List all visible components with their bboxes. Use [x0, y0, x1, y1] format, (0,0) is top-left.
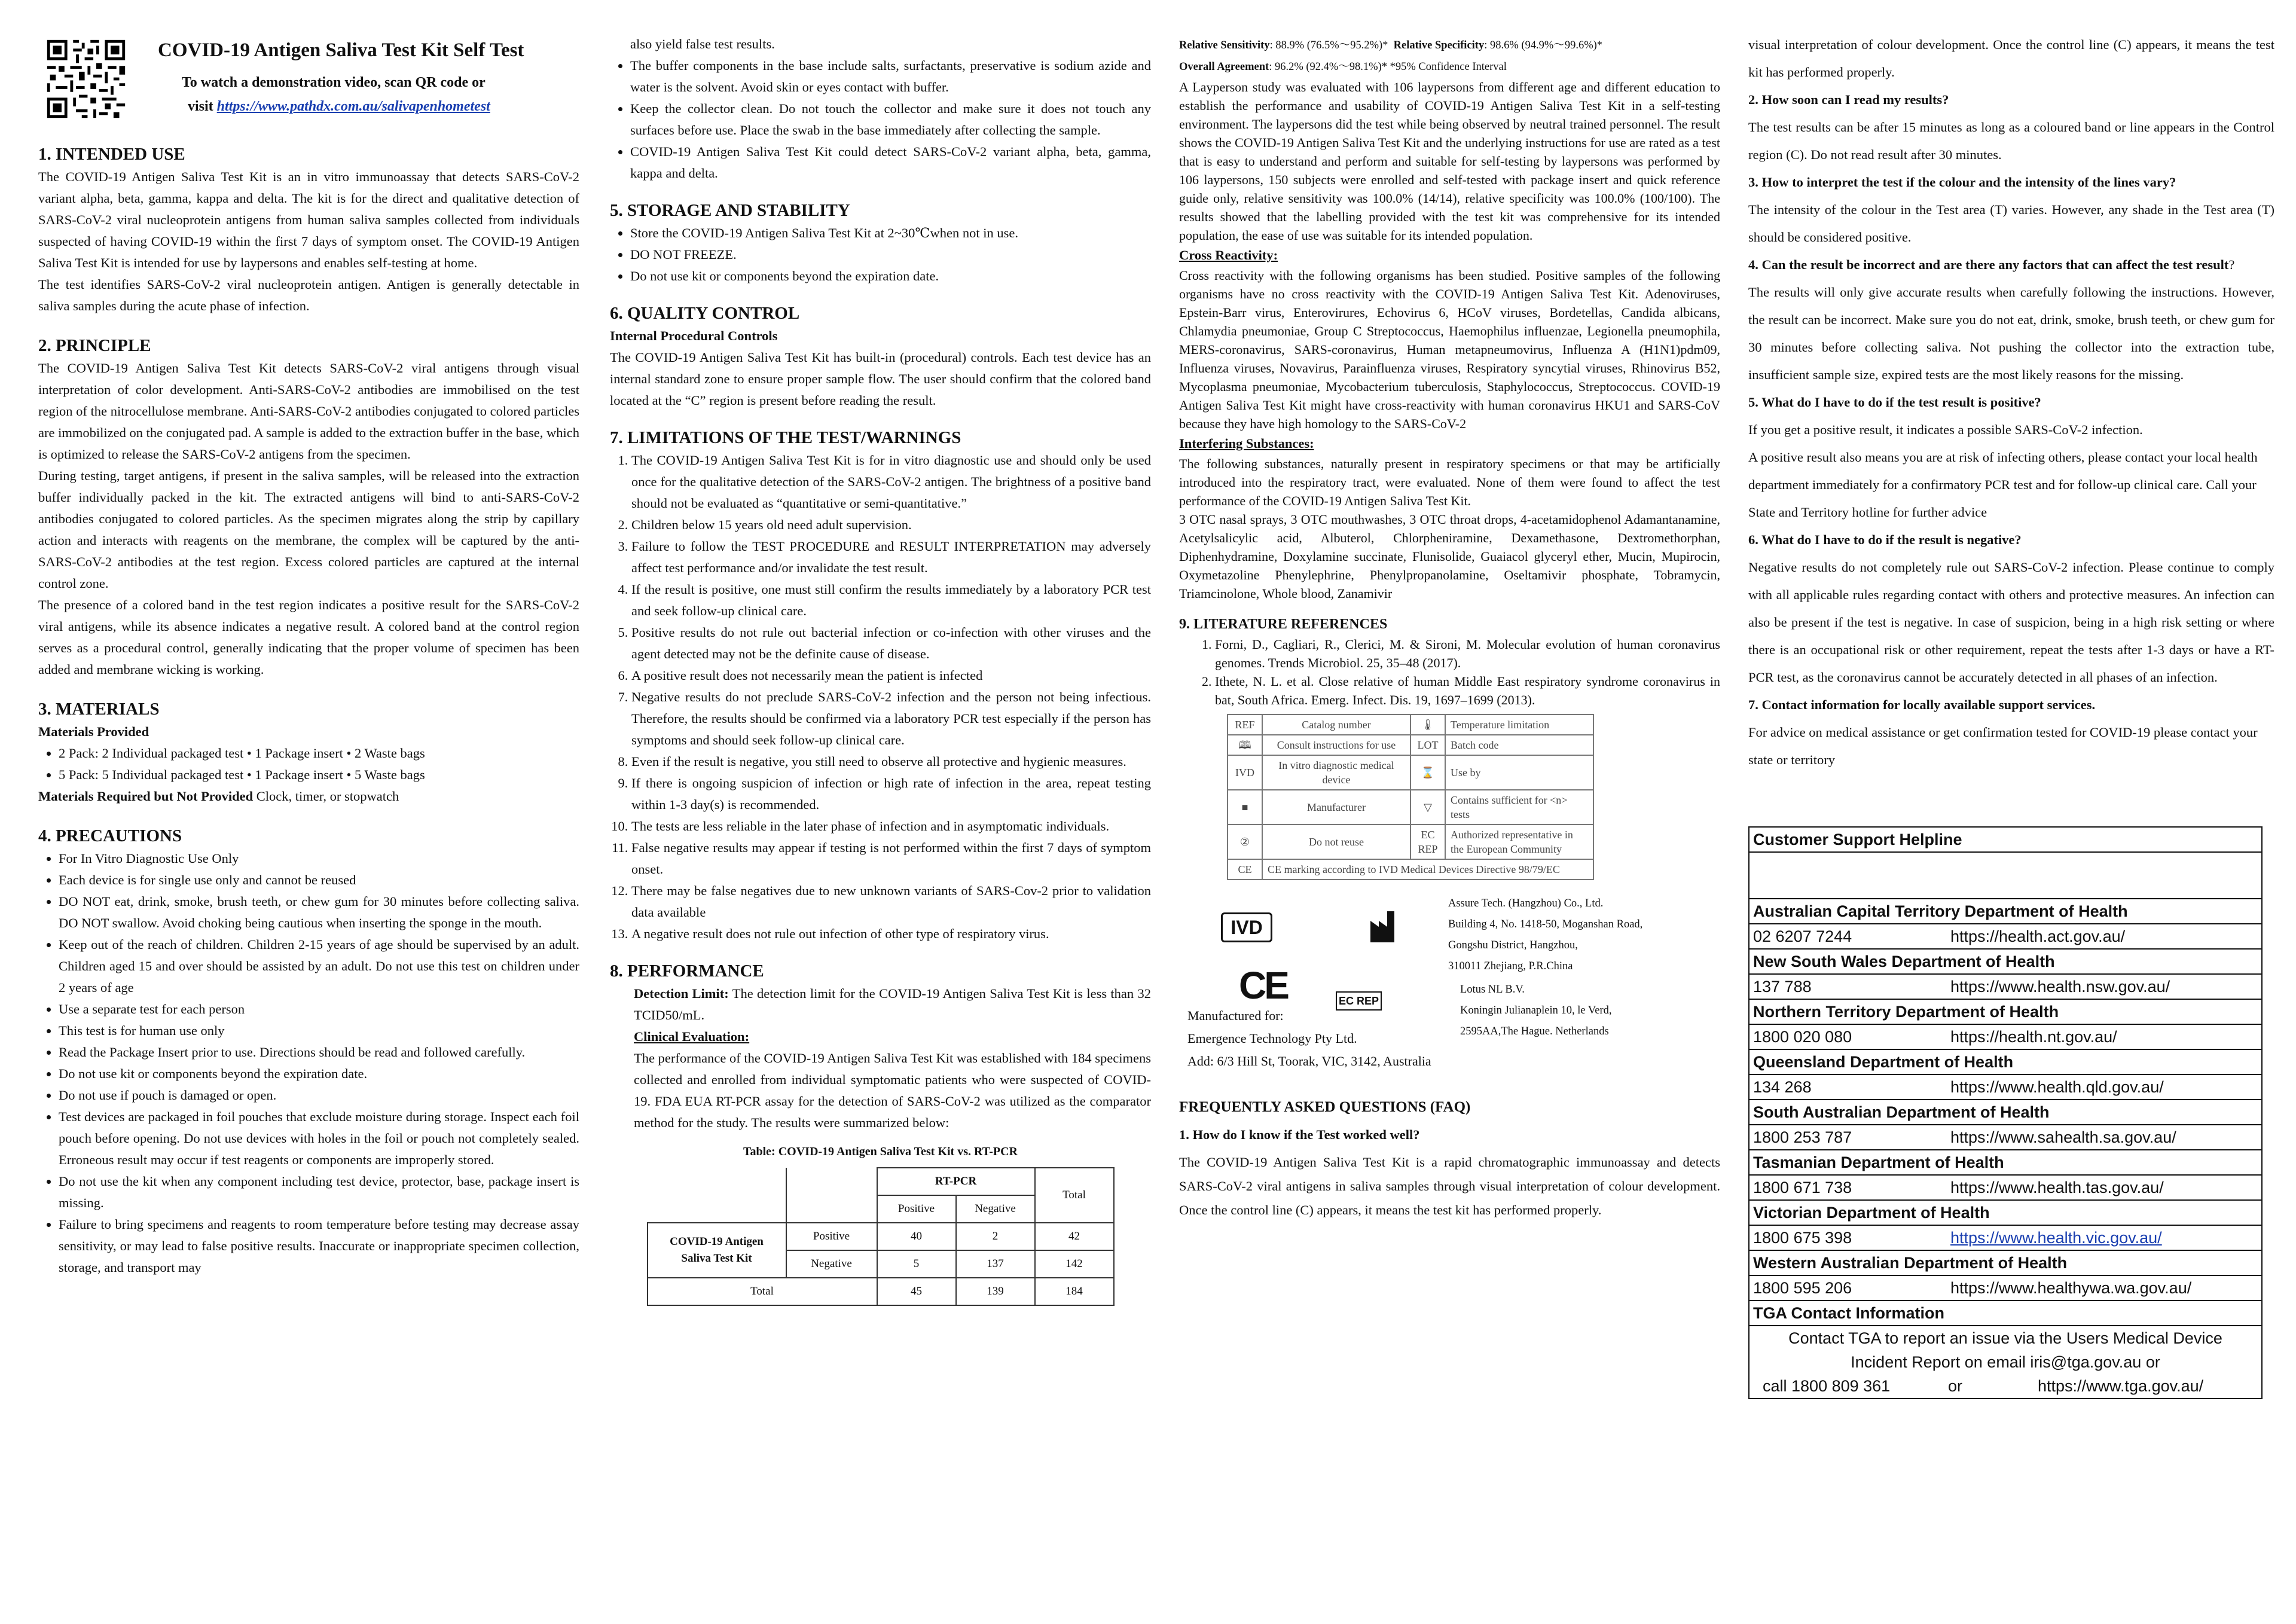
video-instructions — [182, 71, 490, 118]
table-cell: Temperature limitation — [1445, 715, 1593, 735]
list-item: 6. A positive result does not necessarily mean the patient is infected — [631, 665, 1151, 686]
list-item: • The buffer components in the base include salts, surfactants, preservative is sodium azide and water is the solvent. Avoid skin or eyes contact with buffer. — [630, 55, 1151, 98]
table-cell: Consult instructions for use — [1262, 735, 1410, 755]
list-item: • Test devices are packaged in foil pouches that exclude moisture during storage. Inspect each foil pouch before opening. Do not use devices with holes in the foil or pouch not completely sealed. Erroneous result may occur if test reagents or components are improperly stored. — [59, 1106, 579, 1171]
faq-answer: For advice on medical assistance or get confirmation tested for COVID-19 please contact your state or territory — [1748, 725, 2258, 767]
faq-answer: The intensity of the colour in the Test area (T) varies. However, any shade in the Test area (T) should be considered positive. — [1748, 202, 2274, 245]
list-item: 11. False negative results may appear if testing is not performed within the first 7 days of symptom onset. — [631, 837, 1151, 880]
helpline-contact — [1749, 1225, 2262, 1250]
phone-number[interactable]: 1800 020 080 — [1753, 1028, 1852, 1046]
faq-answer-continued: visual interpretation of colour development. Once the control line (C) appears, it means the test kit has performed properly. — [1748, 37, 2274, 80]
list-item: • Each device is for single use only and cannot be reused — [59, 869, 579, 891]
tga-phone[interactable]: call 1800 809 361 — [1763, 1377, 1891, 1395]
list-item: 10. The tests are less reliable in the later phase of infection and in asymptomatic individuals. — [631, 816, 1151, 837]
table-cell: Catalog number — [1262, 715, 1410, 735]
list-item: • Store the COVID-19 Antigen Saliva Test Kit at 2~30℃when not in use. — [630, 222, 1151, 244]
list-item: • Do not use the kit when any component including test device, protector, base, package insert is missing. — [59, 1171, 579, 1214]
materials-provided-label: Materials Provided — [38, 724, 149, 739]
helpline-contact — [1749, 1024, 2262, 1049]
table-cell: Negative — [786, 1250, 877, 1278]
helpline-dept: Northern Territory Department of Health — [1749, 999, 2262, 1024]
manufactured-for: Manufactured for: Emergence Technology Pty Ltd. Add: 6/3 Hill St, Toorak, VIC, 3142, Australia — [1187, 1008, 1431, 1069]
list-item: • Do not use kit or components beyond the expiration date. — [59, 1063, 579, 1085]
table-header: Positive — [877, 1195, 956, 1223]
table-cell: 40 — [877, 1223, 956, 1250]
agreement-line: Overall Agreement: 96.2% (92.4%～98.1%)* *95% Confidence Interval — [1179, 61, 1507, 73]
phone-number[interactable]: 134 268 — [1753, 1078, 1812, 1096]
table-row — [1228, 790, 1593, 825]
video-line-1: To watch a demonstration video, scan QR code or — [182, 75, 486, 90]
section-heading-quality-control: 6. QUALITY CONTROL — [610, 304, 800, 323]
phone-number[interactable]: 1800 595 206 — [1753, 1279, 1852, 1297]
precautions-list — [38, 848, 579, 1278]
list-item: 1. The COVID-19 Antigen Saliva Test Kit is for in vitro diagnostic use and should only be used once for the qualitative detection of the SARS-CoV-2 antigen. The brightness of a positive band should not be evaluated as “quantitative or semi-quantitative.” — [631, 450, 1151, 514]
performance-table-caption: Table: COVID-19 Antigen Saliva Test Kit vs. RT-PCR — [743, 1145, 1018, 1158]
list-item: 5. Positive results do not rule out bacterial infection or co-infection with other viruses and the agent detected may not be the definite cause of disease. — [631, 622, 1151, 665]
health-link[interactable]: https://www.health.qld.gov.au/ — [1950, 1078, 2164, 1096]
assure-address: Assure Tech. (Hangzhou) Co., Ltd. Building 4, No. 1418-50, Moganshan Road, Gongshu District, Hangzhou, 310011 Zhejiang, P.R.China — [1448, 898, 1643, 972]
table-cell: In vitro diagnostic medical device — [1262, 755, 1410, 790]
list-item: 12. There may be false negatives due to new unknown variants of SARS-Cov-2 prior to validation data available — [631, 880, 1151, 923]
list-item: • Do not use kit or components beyond the expiration date. — [630, 265, 1151, 287]
table-cell: Total — [648, 1278, 877, 1305]
qr-code-icon[interactable] — [44, 37, 128, 121]
section-heading-limitations: 7. LIMITATIONS OF THE TEST/WARNINGS — [610, 428, 961, 447]
table-row — [1228, 825, 1593, 859]
health-link[interactable]: https://www.sahealth.sa.gov.au/ — [1950, 1128, 2176, 1146]
materials-required: Materials Required but Not Provided Clock, timer, or stopwatch — [38, 789, 399, 804]
table-cell: 2 — [956, 1223, 1035, 1250]
tga-title: TGA Contact Information — [1749, 1301, 2262, 1326]
table-row — [1228, 735, 1593, 755]
table-cell: 184 — [1035, 1278, 1114, 1305]
list-item: 4. If the result is positive, one must still confirm the results immediately by a laboratory PCR test and seek follow-up clinical care. — [631, 579, 1151, 622]
lotus-address: Lotus NL B.V. Koningin Julianaplein 10, le Verd, 2595AA,The Hague. Netherlands — [1460, 984, 1612, 1037]
phone-number[interactable]: 02 6207 7244 — [1753, 927, 1852, 945]
table-cell: Use by — [1445, 755, 1593, 790]
cross-reactivity-label: Cross Reactivity: — [1179, 248, 1278, 262]
table-row — [1228, 755, 1593, 790]
list-item: • Do not use if pouch is damaged or open. — [59, 1085, 579, 1106]
precautions-list-continued — [610, 55, 1151, 184]
paragraph: A Layperson study was evaluated with 106 laypersons from different age and different education to establish the performance and usability of COVID-19 Antigen Saliva Test Kit in a self-testing environment. The laypersons did the test while being observed by neutral trained personnel. The result shows the COVID-19 Antigen Saliva Test Kit and the underlying instructions for use are rated as a test that is easy to understand and perform and suitable for self-testing by laypersons was performed by 106 laypersons, 150 subjects were enrolled and self-tested with package insert and quick reference guide only, relative sensitivity was 100.0% (14/14), relative specificity was 100.0% (100/100). The results showed that the labelling provided with the test kit was comprehensive for its intended population, the ease of use was suitable for its intended population. — [1179, 80, 1720, 243]
helpline-contact — [1749, 1275, 2262, 1301]
list-item: • Keep the collector clean. Do not touch the collector and make sure it does not touch any surfaces before use. Place the swab in the base immediately after collecting the sample. — [630, 98, 1151, 141]
list-item: 3. Failure to follow the TEST PROCEDURE and RESULT INTERPRETATION may adversely affect test performance and/or invalidate the test result. — [631, 536, 1151, 579]
hourglass-icon: ⌛ — [1410, 755, 1445, 790]
paragraph: The test identifies SARS-CoV-2 viral nucleoprotein antigen. Antigen is generally detectable in saliva samples during the acute phase of infection. — [38, 277, 579, 313]
paragraph: 3 OTC nasal sprays, 3 OTC mouthwashes, 3 OTC throat drops, 4-acetamidophenol Adamantanamine, Acetylsalicylic acid, Albuterol, Chlorpheniramine, Dexamethasone, Dextromethorphan, Diphenhydramine, Doxylamine succinate, Flunisolide, Guaiacol glyceryl ether, Mucin, Mupirocin, Oxymetazoline Phenylephrine, Phenylpropanolamine, Oseltamivir phosphate, Tobramycin, Triamcinolone, Whole blood, Zanamivir — [1179, 512, 1720, 601]
section-heading-principle: 2. PRINCIPLE — [38, 336, 151, 355]
helpline-dept: Tasmanian Department of Health — [1749, 1150, 2262, 1175]
title-block — [38, 29, 579, 142]
helpline-contact — [1749, 1125, 2262, 1150]
demo-video-link[interactable]: https://www.pathdx.com.au/salivapenhometest — [216, 99, 490, 114]
paragraph: The COVID-19 Antigen Saliva Test Kit detects SARS-CoV-2 viral antigens through visual interpretation of color development. Anti-SARS-CoV-2 antibodies are immobilised on the test region of the nitrocellulose membrane. Anti-SARS-CoV-2 antibodies conjugated to colored particles are immobilized on the conjugated pad. A sample is added to the extraction buffer in the base, which is optimized to release the SARS-CoV-2 antigens from the specimen. — [38, 361, 579, 462]
health-link[interactable]: https://www.healthywa.wa.gov.au/ — [1950, 1279, 2192, 1297]
factory-icon: ■ — [1228, 790, 1262, 825]
helpline-contact — [1749, 924, 2262, 949]
list-item: • For In Vitro Diagnostic Use Only — [59, 848, 579, 869]
table-header: RT-PCR — [877, 1168, 1035, 1195]
table-cell: 42 — [1035, 1223, 1114, 1250]
health-link[interactable]: https://www.health.nsw.gov.au/ — [1950, 978, 2170, 996]
storage-list — [610, 222, 1151, 287]
table-row-header: COVID-19 Antigen Saliva Test Kit — [648, 1223, 786, 1278]
paragraph: The performance of the COVID-19 Antigen Saliva Test Kit was established with 184 specimens collected and enrolled from individual symptomatic patients who were suspected of COVID-19. FDA EUA RT-PCR assay for the detection of SARS-CoV-2 was utilized as the comparator method for the study. The results were summarized below: — [634, 1051, 1151, 1130]
ivd-icon: IVD — [1221, 912, 1272, 942]
faq-answer: The test results can be after 15 minutes as long as a coloured band or line appears in the Control region (C). Do not read result after 30 minutes. — [1748, 120, 2274, 162]
faq-question: 5. What do I have to do if the test result is positive? — [1748, 395, 2041, 410]
lot-icon: LOT — [1410, 735, 1445, 755]
faq-question: 4. Can the result be incorrect and are there any factors that can affect the test result? — [1748, 257, 2235, 272]
manufacturer-block — [1179, 891, 1720, 1088]
table-cell: Manufacturer — [1262, 790, 1410, 825]
list-item: 2. Ithete, N. L. et al. Close relative of human Middle East respiratory syndrome coronavirus in bat, South Africa. Emerg. Infect. Dis. 19, 1697–1699 (2013). — [1215, 672, 1720, 709]
ce-icon: CE — [1228, 859, 1262, 880]
phone-number[interactable]: 137 788 — [1753, 978, 1812, 996]
health-link[interactable]: https://health.nt.gov.au/ — [1950, 1028, 2117, 1046]
helpline-contact — [1749, 1175, 2262, 1200]
list-item: • Read the Package Insert prior to use. Directions should be read and followed carefully. — [59, 1042, 579, 1063]
list-item: • Failure to bring specimens and reagents to room temperature before testing may decrease assay sensitivity, or may lead to false positive results. Inaccurate or inappropriate specimen collection, storage, and transport may — [59, 1214, 579, 1278]
ec-rep-icon: EC REP — [1410, 825, 1445, 859]
faq-answer: The COVID-19 Antigen Saliva Test Kit is a rapid chromatographic immunoassay and detects SARS-CoV-2 viral antigens in saliva samples through visual interpretation of colour development. Once the control line (C) appears, it means the test kit has performed properly. — [1179, 1155, 1720, 1217]
health-link[interactable]: https://health.act.gov.au/ — [1950, 927, 2126, 945]
ivd-icon: IVD — [1228, 755, 1262, 790]
paragraph: The following substances, naturally present in respiratory specimens or that may be artificially introduced into the respiratory tract, were evaluated. None of them were found to affect the test performance of the COVID-19 Antigen Saliva Test Kit. — [1179, 456, 1720, 508]
column-3 — [1179, 35, 1720, 1222]
limitations-list — [610, 450, 1151, 945]
paragraph: The COVID-19 Antigen Saliva Test Kit is an in vitro immunoassay that detects SARS-CoV-2 variant alpha, beta, gamma, kappa and delta. The kit is for the direct and qualitative detection of SARS-CoV-2 viral nucleoprotein antigens from human saliva samples collected from individuals suspected of having COVID-19 within the first 7 days of symptom onset. The COVID-19 Antigen Saliva Test Kit is intended for use by laypersons and enables self-testing at home. — [38, 169, 579, 270]
section-heading-references: 9. LITERATURE REFERENCES — [1179, 616, 1388, 632]
list-item: • This test is for human use only — [59, 1020, 579, 1042]
helpline-dept: Victorian Department of Health — [1749, 1200, 2262, 1225]
column-2 — [610, 33, 1151, 1306]
performance-table — [647, 1167, 1115, 1306]
table-cell — [648, 1168, 786, 1223]
helpline-table — [1748, 826, 2263, 1399]
internal-controls-label: Internal Procedural Controls — [610, 328, 778, 343]
section-heading-intended-use: 1. INTENDED USE — [38, 145, 185, 164]
paragraph: The presence of a colored band in the test region indicates a positive result for the SARS-CoV-2 viral antigens, while its absence indicates a negative result. A colored band at the control region serves as a procedural control, generally indicating that the proper volume of specimen has been added and membrane wicking is working. — [38, 597, 579, 677]
tga-email[interactable]: Incident Report on email iris@tga.gov.au or — [1851, 1353, 2160, 1371]
column-1 — [38, 29, 579, 1278]
paragraph: The COVID-19 Antigen Saliva Test Kit has built-in (procedural) controls. Each test device has an internal standard zone to ensure proper sample flow. The user should confirm that the colored band located at the “C” region is present before reading the result. — [610, 350, 1151, 408]
table-cell — [786, 1168, 877, 1223]
table-row — [648, 1223, 1114, 1250]
table-row — [1228, 859, 1593, 880]
list-item: 8. Even if the result is negative, you still need to observe all protective and hygienic measures. — [631, 751, 1151, 773]
helpline-title: Customer Support Helpline — [1749, 827, 2262, 852]
faq-answer: A positive result also means you are at risk of infecting others, please contact your local health department immediately for a confirmatory PCR test and for follow-up clinical care. Call your State and Territory hotline for further advice — [1748, 450, 2258, 520]
faq-question: 6. What do I have to do if the result is negative? — [1748, 532, 2022, 547]
tga-link[interactable]: https://www.tga.gov.au/ — [2038, 1377, 2204, 1395]
table-cell: CE marking according to IVD Medical Devices Directive 98/79/EC — [1262, 859, 1593, 880]
list-item: • DO NOT FREEZE. — [630, 244, 1151, 265]
materials-list — [38, 743, 579, 786]
table-cell: 45 — [877, 1278, 956, 1305]
table-cell: 137 — [956, 1250, 1035, 1278]
column-4 — [1748, 31, 2274, 1399]
no-reuse-icon: ② — [1228, 825, 1262, 859]
phone-number[interactable]: 1800 675 398 — [1753, 1229, 1852, 1247]
list-item: • 5 Pack: 5 Individual packaged test • 1 Package insert • 5 Waste bags — [59, 764, 579, 786]
table-header: Negative — [956, 1195, 1035, 1223]
helpline-contact — [1749, 974, 2262, 999]
helpline-dept: Queensland Department of Health — [1749, 1049, 2262, 1074]
section-heading-performance: 8. PERFORMANCE — [610, 961, 764, 981]
table-cell: Contains sufficient for <n> tests — [1445, 790, 1593, 825]
faq-question: 2. How soon can I read my results? — [1748, 92, 1949, 107]
table-cell: 139 — [956, 1278, 1035, 1305]
list-item: • 2 Pack: 2 Individual packaged test • 1 Package insert • 2 Waste bags — [59, 743, 579, 764]
list-item: 13. A negative result does not rule out infection of other type of respiratory virus. — [631, 923, 1151, 945]
book-icon: 🕮 — [1228, 735, 1262, 755]
phone-number[interactable]: 1800 671 738 — [1753, 1179, 1852, 1196]
table-cell: Positive — [786, 1223, 877, 1250]
ce-mark-icon: CE — [1239, 964, 1287, 1007]
list-item: • Use a separate test for each person — [59, 999, 579, 1020]
faq-heading: FREQUENTLY ASKED QUESTIONS (FAQ) — [1179, 1099, 1471, 1115]
performance-body — [610, 983, 1151, 1134]
phone-number[interactable]: 1800 253 787 — [1753, 1128, 1852, 1146]
faq-question: 1. How do I know if the Test worked well? — [1179, 1127, 1420, 1142]
table-cell: 5 — [877, 1250, 956, 1278]
triangle-icon: ▽ — [1410, 790, 1445, 825]
section-heading-precautions: 4. PRECAUTIONS — [38, 826, 182, 845]
list-item: • Keep out of the reach of children. Children 2-15 years of age should be supervised by an adult. Children aged 15 and over should be assisted by an adult. Do not use this test on children under 2 years of age — [59, 934, 579, 999]
helpline-dept: New South Wales Department of Health — [1749, 949, 2262, 974]
table-header: Total — [1035, 1168, 1114, 1223]
symbols-table — [1227, 714, 1594, 880]
references-list — [1179, 635, 1720, 709]
table-row — [648, 1278, 1114, 1305]
interfering-substances-label: Interfering Substances: — [1179, 436, 1314, 451]
helpline-dept: South Australian Department of Health — [1749, 1100, 2262, 1125]
section-heading-materials: 3. MATERIALS — [38, 700, 160, 719]
list-item: 9. If there is ongoing suspicion of infection or high rate of infection in the area, repeat testing within 1-3 day(s) is recommended. — [631, 773, 1151, 816]
faq-question: 3. How to interpret the test if the colour and the intensity of the lines vary? — [1748, 175, 2176, 190]
list-item: • DO NOT eat, drink, smoke, brush teeth, or chew gum for 30 minutes before collecting saliva. DO NOT swallow. Avoid choking being cautious when inserting the sponge in the mouth. — [59, 891, 579, 934]
health-link[interactable]: https://www.health.vic.gov.au/ — [1950, 1229, 2162, 1247]
table-cell: Authorized representative in the European Community — [1445, 825, 1593, 859]
paragraph: Cross reactivity with the following organisms has been studied. Positive samples of the following organisms have no cross reactivity with the COVID-19 Antigen Saliva Test Kit. Adenoviruses, Epstein-Barr virus, Enterovirures, Echovirus 6, HCoV viruses, Bordetellas, Candida albicans, Chlamydia pneumoniae, Group C Streptococcus, Haemophilus influenzae, Legionella pneumophila, MERS-coronavirus, SARS-coronavirus, Human metapneumovirus, Influenza A (H1N1)pdm09, Influenza viruses, Novavirus, Parainfluenza viruses, Respiratory syncytial viruses, Rhinovirus B52, Mycoplasma pneumoniae, Mycobacterium tuberculosis, Staphylococcus, Streptococcus. COVID-19 Antigen Saliva Test Kit might have cross-reactivity with human coronavirus HKU1 and SARS-CoV because they have high homology to the SARS-CoV-2 — [1179, 268, 1720, 431]
catalog-icon: REF — [1228, 715, 1262, 735]
table-cell: 142 — [1035, 1250, 1114, 1278]
helpline-dept: Australian Capital Territory Department of Health — [1749, 899, 2262, 924]
list-item: 7. Negative results do not preclude SARS-CoV-2 infection and the person not being infectious. Therefore, the results should be confirmed via a laboratory PCR test especially if the person has symptoms and should seek follow-up clinical care. — [631, 686, 1151, 751]
list-item: • COVID-19 Antigen Saliva Test Kit could detect SARS-CoV-2 variant alpha, beta, gamma, kappa and delta. — [630, 141, 1151, 184]
sensitivity-line: Relative Sensitivity: 88.9% (76.5%～95.2%)* Relative Specificity: 98.6% (94.9%～99.6%)* — [1179, 39, 1603, 51]
faq-answer: If you get a positive result, it indicates a possible SARS-CoV-2 infection. — [1748, 422, 2143, 437]
list-item: 1. Forni, D., Cagliari, R., Clerici, M. & Sironi, M. Molecular evolution of human coronavirus genomes. Trends Microbiol. 25, 35–48 (2017). — [1215, 635, 1720, 672]
paragraph: During testing, target antigens, if present in the saliva samples, will be released into the extraction buffer individually packed in the kit. The extracted antigens will bind to anti-SARS-CoV-2 antibodies conjugated to colored particles. As the specimen migrates along the strip by capillary action and interacts with reagents on the membrane, the complex will be captured by the anti-SARS-CoV-2 antibodies at the test region. Excess colored particles are captured at the internal control zone. — [38, 468, 579, 591]
table-cell: Do not reuse — [1262, 825, 1410, 859]
table-row — [1228, 715, 1593, 735]
thermometer-icon: 🌡 — [1410, 715, 1445, 735]
clinical-evaluation-label: Clinical Evaluation: — [634, 1029, 750, 1044]
list-item: 2. Children below 15 years old need adult supervision. — [631, 514, 1151, 536]
table-cell: Batch code — [1445, 735, 1593, 755]
document-title: COVID-19 Antigen Saliva Test Kit Self Test — [158, 39, 524, 61]
faq-question: 7. Contact information for locally available support services. — [1748, 697, 2096, 712]
video-line-2: visit https://www.pathdx.com.au/salivapenhometest — [188, 99, 490, 114]
section-heading-storage: 5. STORAGE AND STABILITY — [610, 201, 850, 220]
tga-contact: Contact TGA to report an issue via the Users Medical Device Incident Report on email iris@tga.gov.au or call 1800 809 361 or https://www.tga.gov.au/ — [1749, 1326, 2262, 1399]
faq-answer: The results will only give accurate results when carefully following the instructions. However, the result can be incorrect. Make sure you do not eat, drink, smoke, brush teeth, or chew gum for 30 minutes before collecting saliva. Not pushing the collector into the extraction tube, insufficient sample size, expired tests are the most likely reasons for the missing. — [1748, 285, 2274, 382]
helpline-contact — [1749, 1074, 2262, 1100]
health-link[interactable]: https://www.health.tas.gov.au/ — [1950, 1179, 2164, 1196]
ec-rep-icon: EC REP — [1336, 991, 1382, 1011]
paragraph: also yield false test results. — [630, 36, 775, 51]
table-cell — [1749, 852, 2262, 899]
helpline-dept: Western Australian Department of Health — [1749, 1250, 2262, 1275]
manufacturer-icon — [1370, 909, 1400, 942]
faq-answer: Negative results do not completely rule out SARS-CoV-2 infection. Please continue to comply with all applicable rules regarding contact with others and protective measures. An infection can also be present if the test is negative. In case of suspicion, being in a high risk setting or where there is an occupational risk or other requirement, repeat the tests after 1-3 days or have a RT-PCR test, as the coronavirus cannot be accurately detected in all phases of an infection. — [1748, 560, 2274, 685]
detection-limit: Detection Limit: The detection limit for the COVID-19 Antigen Saliva Test Kit is less than 32 TCID50/mL. — [634, 986, 1152, 1022]
